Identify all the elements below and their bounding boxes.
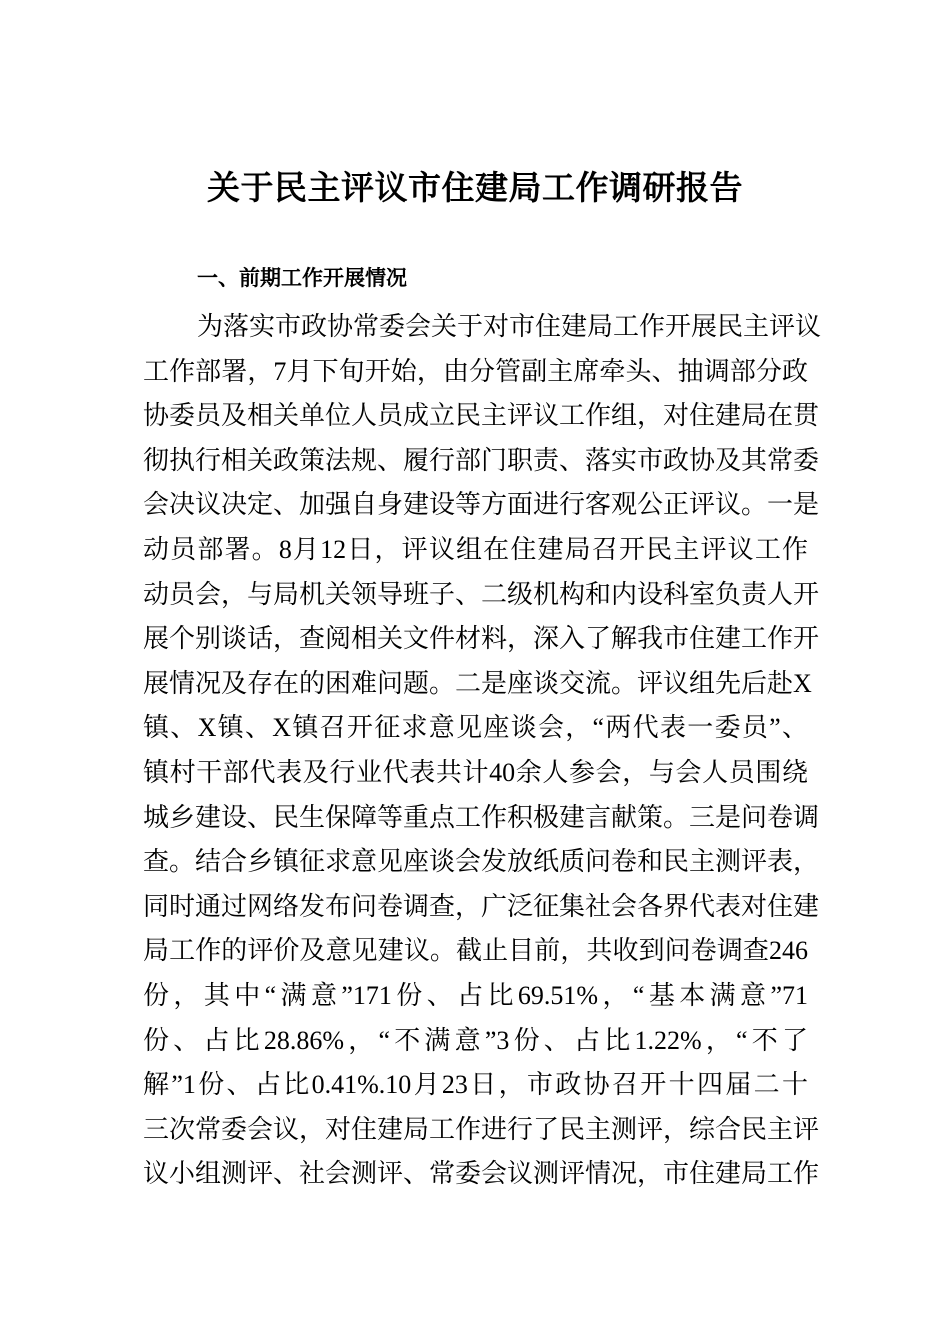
paragraph-line: 解”1份、占比0.41%.10月23日，市政协召开十四届二十 (143, 1070, 808, 1100)
paragraph-line: 展情况及存在的困难问题。二是座谈交流。评议组先后赴X (143, 668, 812, 698)
paragraph-line: 份、占比28.86%，“不满意”3份、占比1.22%，“不了 (143, 1025, 808, 1055)
paragraph-line: 镇村干部代表及行业代表共计40余人参会，与会人员围绕 (143, 757, 808, 787)
paragraph-line: 动员会，与局机关领导班子、二级机构和内设科室负责人开 (143, 579, 820, 609)
paragraph-line: 会决议决定、加强自身建设等方面进行客观公正评议。一是 (143, 490, 820, 520)
paragraph-line: 议小组测评、社会测评、常委会议测评情况，市住建局工作 (143, 1159, 820, 1189)
paragraph-line: 份，其中“满意”171份、占比69.51%，“基本满意”71 (143, 980, 808, 1010)
paragraph-line: 局工作的评价及意见建议。截止目前，共收到问卷调查246 (143, 936, 808, 966)
section-heading: 一、前期工作开展情况 (197, 266, 407, 290)
paragraph-line: 展个别谈话，查阅相关文件材料，深入了解我市住建工作开 (143, 624, 820, 654)
paragraph-line: 查。结合乡镇征求意见座谈会发放纸质问卷和民主测评表， (143, 847, 820, 877)
paragraph-line: 工作部署，7月下旬开始，由分管副主席牵头、抽调部分政 (143, 356, 808, 386)
paragraph-line: 同时通过网络发布问卷调查，广泛征集社会各界代表对住建 (143, 891, 820, 921)
paragraph-line: 协委员及相关单位人员成立民主评议工作组，对住建局在贯 (143, 401, 820, 431)
paragraph-line: 城乡建设、民生保障等重点工作积极建言献策。三是问卷调 (143, 802, 820, 832)
document-title: 关于民主评议市住建局工作调研报告 (207, 168, 743, 207)
paragraph (143, 305, 822, 1197)
paragraph-line: 彻执行相关政策法规、履行部门职责、落实市政协及其常委 (143, 445, 820, 475)
paragraph-line: 动员部署。8月12日，评议组在住建局召开民主评议工作 (143, 534, 808, 564)
paragraph-line: 三次常委会议，对住建局工作进行了民主测评，综合民主评 (143, 1114, 820, 1144)
paragraph-line: 为落实市政协常委会关于对市住建局工作开展民主评议 (197, 312, 822, 341)
paragraph-line: 镇、X镇、X镇召开征求意见座谈会，“两代表一委员”、 (143, 713, 808, 743)
